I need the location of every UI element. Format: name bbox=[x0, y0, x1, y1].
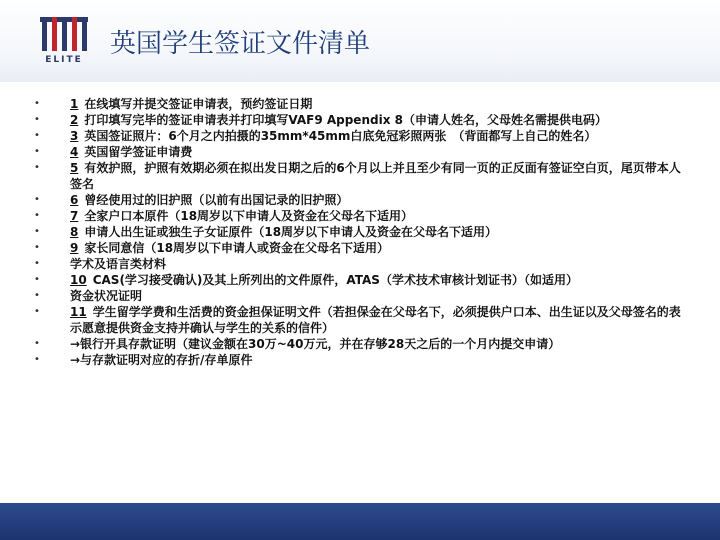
checklist-item bbox=[34, 112, 684, 128]
checklist-item-body: 打印填写完毕的签证申请表并打印填写VAF9 Appendix 8（申请人姓名，父母姓名需提供电码） bbox=[84, 113, 607, 127]
bullet-icon: • bbox=[34, 226, 40, 237]
checklist-item-body: 资金状况证明 bbox=[70, 289, 143, 303]
checklist-item-text bbox=[70, 256, 684, 272]
checklist-item bbox=[34, 128, 684, 144]
checklist-item-number: 9 bbox=[70, 241, 79, 255]
bullet-icon: • bbox=[34, 306, 40, 317]
checklist-item-body: 英国留学签证申请费 bbox=[84, 145, 193, 159]
checklist-item bbox=[34, 240, 684, 256]
bullet-icon: • bbox=[34, 242, 40, 253]
checklist-item-body: 有效护照，护照有效期必须在拟出发日期之后的6个月以上并且至少有同一页的正反面有签证空白页，尾页带本人签名 bbox=[70, 161, 681, 191]
checklist-item-number: 8 bbox=[70, 225, 79, 239]
checklist-item-text bbox=[70, 336, 684, 352]
checklist-item-body: 曾经使用过的旧护照（以前有出国记录的旧护照） bbox=[84, 193, 349, 207]
checklist-item bbox=[34, 192, 684, 208]
checklist-item-number: 6 bbox=[70, 193, 79, 207]
logo-bar-2 bbox=[52, 17, 57, 51]
checklist-item bbox=[34, 288, 684, 304]
logo-bar-1 bbox=[42, 17, 47, 51]
bullet-icon: • bbox=[34, 130, 40, 141]
checklist-item-text bbox=[70, 304, 684, 336]
document-checklist bbox=[34, 96, 684, 368]
bullet-icon: • bbox=[34, 146, 40, 157]
checklist-item-number: 3 bbox=[70, 129, 79, 143]
bullet-icon: • bbox=[34, 162, 40, 173]
checklist-item bbox=[34, 256, 684, 272]
checklist-item-text bbox=[70, 112, 684, 128]
bullet-icon: • bbox=[34, 210, 40, 221]
checklist-item-text bbox=[70, 352, 684, 368]
bullet-icon: • bbox=[34, 274, 40, 285]
checklist-item-text bbox=[70, 208, 684, 224]
bullet-icon: • bbox=[34, 194, 40, 205]
checklist-item-body: 全家户口本原件（18周岁以下申请人及资金在父母名下适用） bbox=[84, 209, 414, 223]
checklist-item-number: 2 bbox=[70, 113, 79, 127]
checklist-item-text bbox=[70, 96, 684, 112]
checklist-item bbox=[34, 272, 684, 288]
checklist-item-number: 11 bbox=[70, 305, 87, 319]
checklist-item-body: →与存款证明对应的存折/存单原件 bbox=[70, 353, 253, 367]
checklist-item bbox=[34, 336, 684, 352]
bullet-icon: • bbox=[34, 338, 40, 349]
checklist-item bbox=[34, 352, 684, 368]
checklist-item-body: 申请人出生证或独生子女证原件（18周岁以下申请人及资金在父母名下适用） bbox=[84, 225, 498, 239]
logo-bar-5 bbox=[82, 17, 87, 51]
checklist-item-number: 7 bbox=[70, 209, 79, 223]
checklist-item-text bbox=[70, 272, 684, 288]
checklist-item-number: 10 bbox=[70, 273, 87, 287]
footer-band bbox=[0, 503, 720, 540]
checklist-item-text bbox=[70, 160, 684, 192]
checklist-item-body: 英国签证照片：6个月之内拍摄的35mm*45mm白底免冠彩照两张 （背面都写上自己的姓名） bbox=[84, 129, 597, 143]
checklist-item-text bbox=[70, 224, 684, 240]
checklist-item-number: 4 bbox=[70, 145, 79, 159]
page-title: 英国学生签证文件清单 bbox=[110, 29, 371, 59]
checklist-item bbox=[34, 224, 684, 240]
bullet-icon: • bbox=[34, 354, 40, 365]
checklist-item-body: CAS(学习接受确认)及其上所列出的文件原件，ATAS（学术技术审核计划证书）（如适用） bbox=[92, 273, 578, 287]
checklist-item bbox=[34, 144, 684, 160]
checklist-item-body: 学生留学学费和生活费的资金担保证明文件（若担保金在父母名下，必须提供户口本、出生证以及父母签名的表示愿意提供资金支持并确认与学生的关系的信件） bbox=[70, 305, 681, 335]
checklist-item-text bbox=[70, 192, 684, 208]
checklist-item-body: →银行开具存款证明（建议金额在30万~40万元，并在存够28天之后的一个月内提交申请） bbox=[70, 337, 561, 351]
checklist-item-number: 5 bbox=[70, 161, 79, 175]
checklist-item-number: 1 bbox=[70, 97, 79, 111]
checklist-item-body: 家长同意信（18周岁以下申请人或资金在父母名下适用） bbox=[84, 241, 390, 255]
bullet-icon: • bbox=[34, 290, 40, 301]
checklist-item bbox=[34, 304, 684, 336]
checklist-item-text bbox=[70, 144, 684, 160]
checklist-item-body: 在线填写并提交签证申请表，预约签证日期 bbox=[84, 97, 313, 111]
checklist-item-text bbox=[70, 288, 684, 304]
logo-bar-4 bbox=[72, 17, 77, 51]
logo-bar-3 bbox=[62, 17, 67, 51]
checklist-item-text bbox=[70, 240, 684, 256]
logo bbox=[40, 17, 88, 69]
checklist-item bbox=[34, 160, 684, 192]
checklist-item bbox=[34, 208, 684, 224]
bullet-icon: • bbox=[34, 114, 40, 125]
bullet-icon: • bbox=[34, 258, 40, 269]
bullet-icon: • bbox=[34, 98, 40, 109]
checklist-item bbox=[34, 96, 684, 112]
logo-text: ELITE bbox=[45, 55, 83, 65]
checklist-item-body: 学术及语言类材料 bbox=[70, 257, 167, 271]
checklist-item-text bbox=[70, 128, 684, 144]
